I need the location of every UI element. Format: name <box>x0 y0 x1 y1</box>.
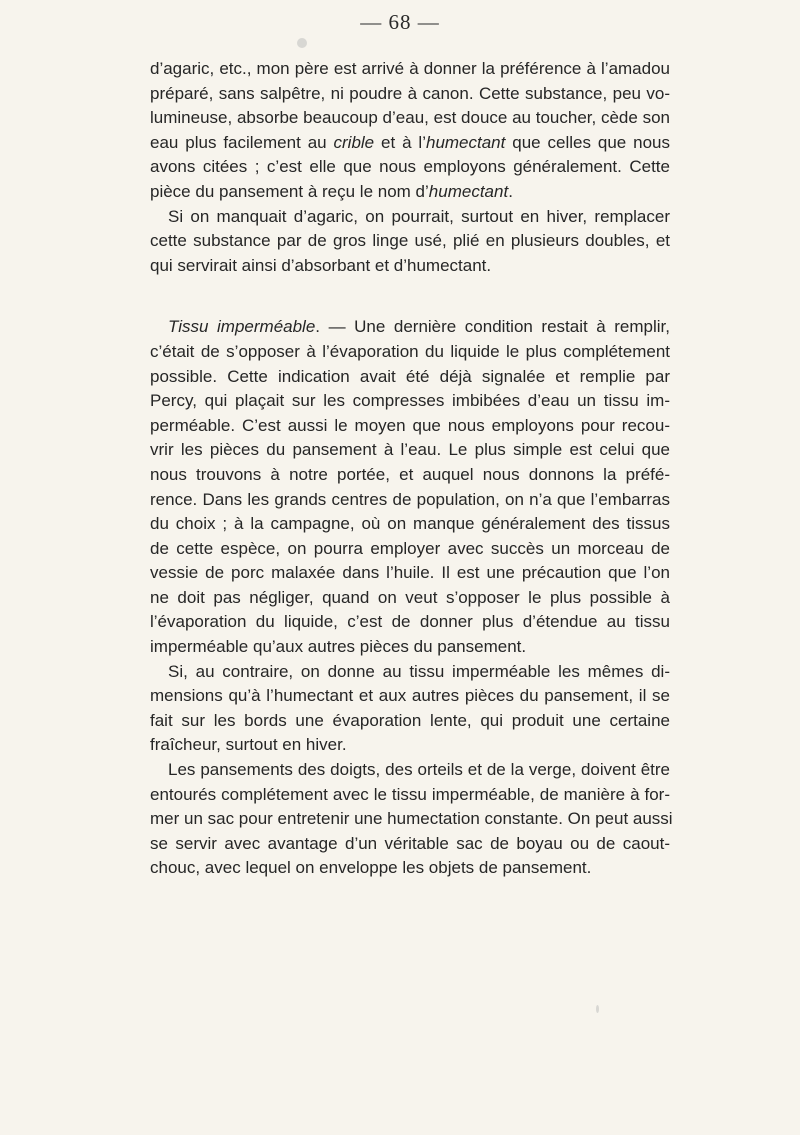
section-heading-tissu-impermeable: Tissu imperméable <box>168 317 316 337</box>
text-line: nous trouvons à notre portée, et auquel nous donnons la préfé- <box>150 464 670 484</box>
text-line <box>150 315 670 340</box>
text-line: cette substance par de gros linge usé, plié en plusieurs doubles, et <box>150 231 670 251</box>
text-line: entourés complétement avec le tissu imperméable, de manière à for- <box>150 784 670 804</box>
text-line: du choix ; à la campagne, où on manque généralement des tissus <box>150 514 670 534</box>
paper-speck <box>596 1005 599 1013</box>
text-line: perméable. C’est aussi le moyen que nous employons pour recou- <box>150 415 670 435</box>
text-line: vessie de porc malaxée dans l’huile. Il est une précaution que l’on <box>150 563 670 583</box>
paper-speck <box>297 38 307 48</box>
text-line <box>150 180 670 205</box>
text-line: ne doit pas négliger, quand on veut s’opposer le plus possible à <box>150 587 670 607</box>
text-line <box>150 131 670 156</box>
section-gap <box>150 278 670 315</box>
text-line: l’évaporation du liquide, c’est de donner plus d’étendue au tissu <box>150 612 670 632</box>
italic-term-crible: crible <box>333 132 375 152</box>
text-line: chouc, avec lequel on enveloppe les objets de pansement. <box>150 858 592 878</box>
text-line: Percy, qui plaçait sur les compresses imbibées d’eau un tissu im- <box>150 391 670 411</box>
page-number: — 68 — <box>360 10 440 34</box>
text-line: préparé, sans salpêtre, ni poudre à canon. Cette substance, peu vo- <box>150 83 670 103</box>
text-line: Si on manquait d’agaric, on pourrait, surtout en hiver, remplacer <box>168 206 670 226</box>
text-run: pièce du pansement à reçu le nom d’ <box>150 181 429 201</box>
text-line: vrir les pièces du pansement à l’eau. Le plus simple est celui que <box>150 440 670 460</box>
paragraph-dimensions <box>150 660 670 758</box>
text-run: . <box>508 181 513 201</box>
paragraph-substitute <box>150 205 670 279</box>
text-line: Les pansements des doigts, des orteils et de la verge, doivent être <box>168 760 670 780</box>
paragraph-tissu-impermeable <box>150 315 670 659</box>
paragraph-agaric <box>150 57 670 205</box>
text-line: c’était de s’opposer à l’évaporation du liquide le plus complétement <box>150 341 670 361</box>
text-line: Si, au contraire, on donne au tissu imperméable les mêmes di- <box>168 661 670 681</box>
text-line: imperméable qu’aux autres pièces du pansement. <box>150 637 527 657</box>
text-line: qui servirait ainsi d’absorbant et d’humectant. <box>150 255 492 275</box>
text-line: de cette espèce, on pourra employer avec succès un morceau de <box>150 538 670 558</box>
text-run: et à l’ <box>374 132 426 152</box>
text-line: lumineuse, absorbe beaucoup d’eau, est douce au toucher, cède son <box>150 108 670 128</box>
italic-term-humectant: humectant <box>428 181 509 201</box>
text-run: . — Une dernière condition restait à remplir, <box>315 317 670 337</box>
text-line: mensions qu’à l’humectant et aux autres pièces du pansement, il se <box>150 686 670 706</box>
paragraph-doigts <box>150 758 673 881</box>
text-line: se servir avec avantage d’un véritable sac de boyau ou de caout- <box>150 833 670 853</box>
text-line: fait sur les bords une évaporation lente, qui produit une certaine <box>150 710 670 730</box>
text-line: d’agaric, etc., mon père est arrivé à donner la préférence à l’amadou <box>150 59 670 78</box>
text-line: fraîcheur, surtout en hiver. <box>150 735 347 755</box>
text-run: eau plus facilement au <box>150 132 334 152</box>
text-line: mer un sac pour entretenir une humectation constante. On peut aussi <box>150 809 673 829</box>
text-line: rence. Dans les grands centres de population, on n’a que l’embarras <box>150 489 670 509</box>
text-line: avons citées ; c’est elle que nous employons généralement. Cette <box>150 157 670 177</box>
text-line: possible. Cette indication avait été déjà signalée et remplie par <box>150 366 670 386</box>
italic-term-humectant: humectant <box>425 132 506 152</box>
body-text <box>150 57 673 881</box>
text-run: que celles que nous <box>505 132 670 152</box>
